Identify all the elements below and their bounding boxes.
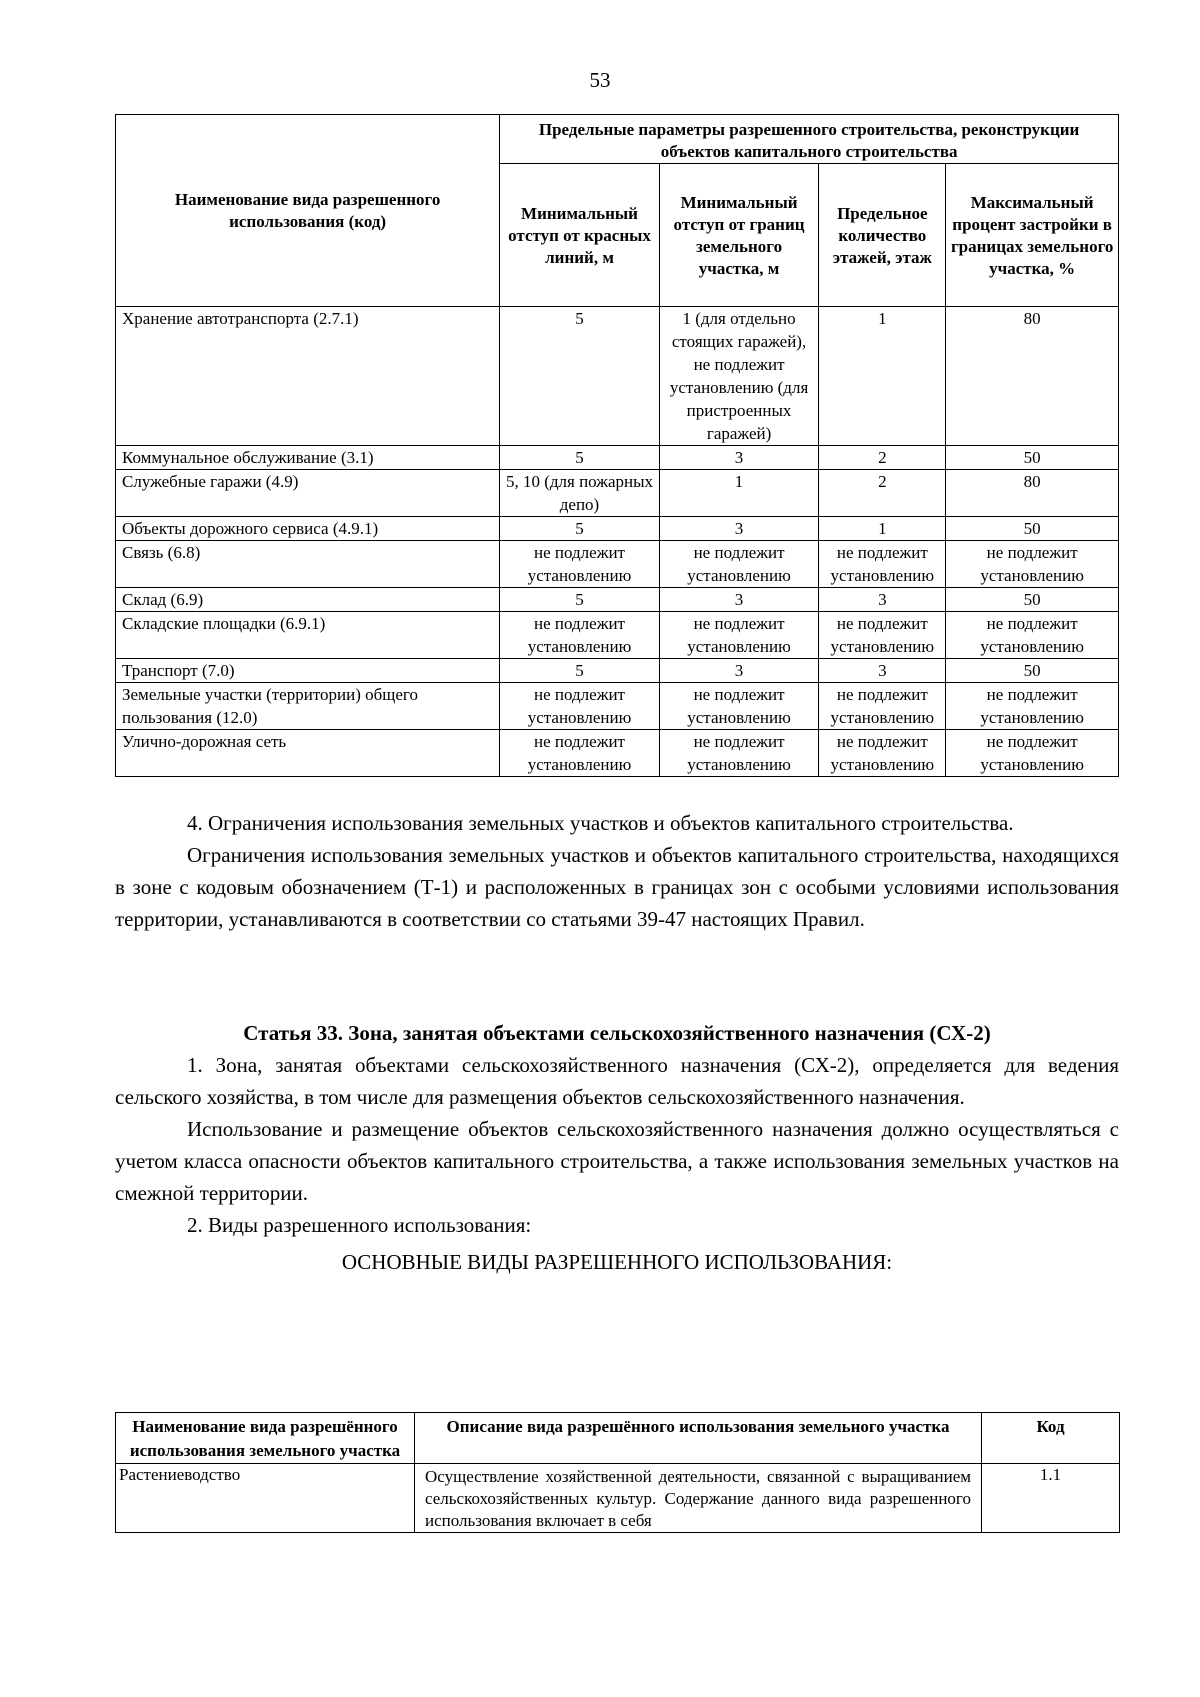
table-row xyxy=(116,517,1119,541)
cell-build-percent: 50 xyxy=(946,517,1119,541)
cell-build-percent: не подлежит установлению xyxy=(946,730,1119,777)
cell-red-line-setback: не подлежит установлению xyxy=(500,730,660,777)
cell-red-line-setback: не подлежит установлению xyxy=(500,683,660,730)
cell-use-name: Хранение автотранспорта (2.7.1) xyxy=(116,307,500,446)
cell-code: 1.1 xyxy=(982,1464,1120,1533)
cell-red-line-setback: 5 xyxy=(500,659,660,683)
cell-use-name: Склад (6.9) xyxy=(116,588,500,612)
main-uses-title: ОСНОВНЫЕ ВИДЫ РАЗРЕШЕННОГО ИСПОЛЬЗОВАНИЯ: xyxy=(341,1250,893,1274)
table-row xyxy=(116,470,1119,517)
paragraph-4-restrictions: 4. Ограничения использования земельных участков и объектов капитального строительства. xyxy=(187,811,1014,835)
cell-use-name: Коммунальное обслуживание (3.1) xyxy=(116,446,500,470)
cell-use-name: Объекты дорожного сервиса (4.9.1) xyxy=(116,517,500,541)
cell-use-name: Транспорт (7.0) xyxy=(116,659,500,683)
restrictions-section xyxy=(115,807,1119,935)
table-row xyxy=(116,1464,1120,1533)
cell-red-line-setback: 5 xyxy=(500,517,660,541)
cell-floors: не подлежит установлению xyxy=(819,541,946,588)
column-header-code: Код xyxy=(982,1413,1120,1464)
cell-floors: 3 xyxy=(819,659,946,683)
cell-border-setback: 3 xyxy=(659,446,819,470)
cell-build-percent: 80 xyxy=(946,307,1119,446)
cell-border-setback: 3 xyxy=(659,588,819,612)
column-header-description: Описание вида разрешённого использования земельного участка xyxy=(415,1413,982,1464)
page-number: 53 xyxy=(589,68,611,92)
cell-use-name: Служебные гаражи (4.9) xyxy=(116,470,500,517)
table-row xyxy=(116,446,1119,470)
permitted-uses-table xyxy=(115,1412,1120,1533)
table-row xyxy=(116,541,1119,588)
cell-border-setback: 1 (для отдельно стоящих гаражей), не подлежит установлению (для пристроенных гаражей) xyxy=(659,307,819,446)
cell-build-percent: 50 xyxy=(946,659,1119,683)
cell-build-percent: 50 xyxy=(946,446,1119,470)
cell-floors: не подлежит установлению xyxy=(819,612,946,659)
cell-build-percent: 80 xyxy=(946,470,1119,517)
cell-build-percent: 50 xyxy=(946,588,1119,612)
column-header-use-type: Наименование вида разрешённого использования земельного участка xyxy=(116,1413,415,1464)
cell-use-type: Растениеводство xyxy=(116,1464,415,1533)
cell-build-percent: не подлежит установлению xyxy=(946,612,1119,659)
cell-build-percent: не подлежит установлению xyxy=(946,541,1119,588)
cell-red-line-setback: 5 xyxy=(500,307,660,446)
cell-build-percent: не подлежит установлению xyxy=(946,683,1119,730)
cell-floors: 3 xyxy=(819,588,946,612)
cell-border-setback: 3 xyxy=(659,659,819,683)
cell-use-name: Улично-дорожная сеть xyxy=(116,730,500,777)
cell-description: Осуществление хозяйственной деятельности, связанной с выращиванием сельскохозяйственных культур. Содержание данного вида разрешенного использования включает в себя xyxy=(415,1464,982,1533)
column-header-red-line-setback: Минимальный отступ от красных линий, м xyxy=(500,164,660,307)
cell-use-name: Земельные участки (территории) общего пользования (12.0) xyxy=(116,683,500,730)
cell-border-setback: 3 xyxy=(659,517,819,541)
column-header-floors: Предельное количество этажей, этаж xyxy=(819,164,946,307)
table-row xyxy=(116,730,1119,777)
paragraph-usage-conditions: Использование и размещение объектов сельскохозяйственного назначения должно осуществляться с учетом класса опасности объектов капитального строительства, а также использования земельных участков на смежной территории. xyxy=(115,1117,1119,1205)
cell-border-setback: не подлежит установлению xyxy=(659,541,819,588)
paragraph-2-permitted-uses: 2. Виды разрешенного использования: xyxy=(187,1213,532,1237)
table-row xyxy=(116,683,1119,730)
cell-use-name: Связь (6.8) xyxy=(116,541,500,588)
table-row xyxy=(116,588,1119,612)
cell-red-line-setback: не подлежит установлению xyxy=(500,612,660,659)
cell-floors: 1 xyxy=(819,517,946,541)
article-heading: Статья 33. Зона, занятая объектами сельскохозяйственного назначения (СХ-2) xyxy=(243,1021,991,1045)
cell-floors: 2 xyxy=(819,446,946,470)
paragraph-restrictions-text: Ограничения использования земельных участков и объектов капитального строительства, находящихся в зоне с кодовым обозначением (Т-1) и расположенных в границах зон с особыми условиями использования территории, устанавливаются в соответствии со статьями 39-47 настоящих Правил. xyxy=(115,843,1119,931)
cell-border-setback: 1 xyxy=(659,470,819,517)
cell-floors: 2 xyxy=(819,470,946,517)
cell-red-line-setback: 5, 10 (для пожарных депо) xyxy=(500,470,660,517)
paragraph-1-zone-definition: 1. Зона, занятая объектами сельскохозяйственного назначения (СХ-2), определяется для ведения сельского хозяйства, в том числе для размещения объектов сельскохозяйственного назначения. xyxy=(115,1053,1119,1109)
table-row xyxy=(116,659,1119,683)
cell-floors: не подлежит установлению xyxy=(819,683,946,730)
cell-red-line-setback: 5 xyxy=(500,588,660,612)
cell-border-setback: не подлежит установлению xyxy=(659,612,819,659)
table-row xyxy=(116,612,1119,659)
column-header-use-name: Наименование вида разрешенного использования (код) xyxy=(116,115,500,307)
cell-use-name: Складские площадки (6.9.1) xyxy=(116,612,500,659)
column-header-border-setback: Минимальный отступ от границ земельного участка, м xyxy=(659,164,819,307)
cell-floors: не подлежит установлению xyxy=(819,730,946,777)
cell-red-line-setback: 5 xyxy=(500,446,660,470)
cell-floors: 1 xyxy=(819,307,946,446)
table-row xyxy=(116,307,1119,446)
column-group-header-limits: Предельные параметры разрешенного строительства, реконструкции объектов капитального строительства xyxy=(500,115,1119,164)
cell-border-setback: не подлежит установлению xyxy=(659,683,819,730)
article-33-section xyxy=(115,1017,1119,1278)
cell-red-line-setback: не подлежит установлению xyxy=(500,541,660,588)
cell-border-setback: не подлежит установлению xyxy=(659,730,819,777)
zoning-parameters-table xyxy=(115,114,1119,777)
column-header-build-percent: Максимальный процент застройки в границах земельного участка, % xyxy=(946,164,1119,307)
